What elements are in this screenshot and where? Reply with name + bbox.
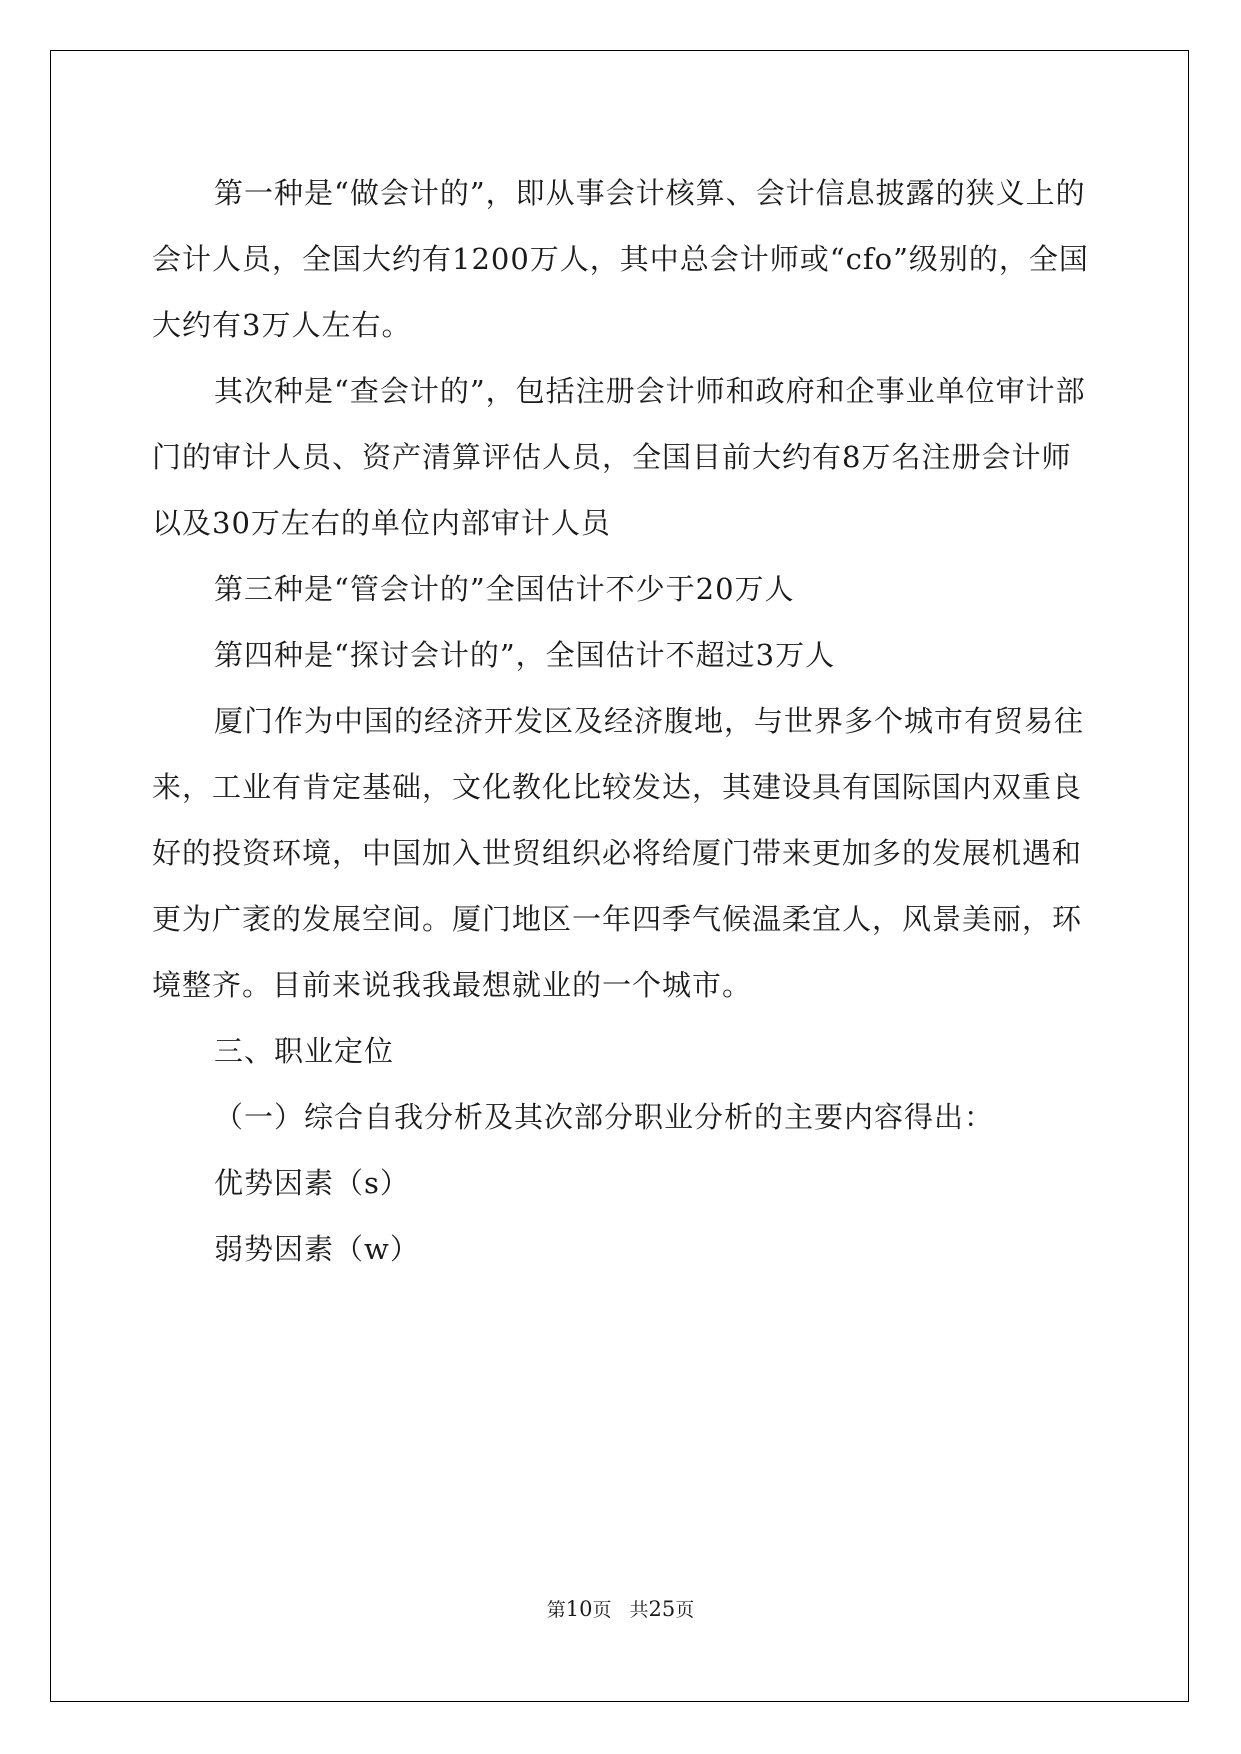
total-suffix: 页 [675, 1599, 695, 1621]
paragraph-3: 第三种是“管会计的”全国估计不少于20万人 [214, 572, 795, 606]
section-heading: 三、职业定位 [214, 1034, 395, 1068]
total-page-number: 25 [648, 1597, 676, 1621]
current-page-number: 10 [565, 1597, 593, 1621]
strengths-item: 优势因素（s） [214, 1166, 410, 1200]
paragraph-2: 其次种是“查会计的”，包括注册会计师和政府和企事业单位审计部门的审计人员、资产清算评估人员，全国目前大约有8万名注册会计师以及30万左右的单位内部审计人员 [152, 374, 1086, 540]
document-body [152, 160, 1092, 1282]
total-prefix: 共 [629, 1599, 649, 1621]
paragraph-1: 第一种是“做会计的”，即从事会计核算、会计信息披露的狭义上的会计人员，全国大约有1200万人，其中总会计师或“cfo”级别的，全国大约有3万人左右。 [152, 176, 1089, 342]
page-footer [0, 1595, 1241, 1622]
subsection-heading: （一）综合自我分析及其次部分职业分析的主要内容得出： [214, 1100, 995, 1134]
paragraph-4: 第四种是“探讨会计的”，全国估计不超过3万人 [214, 638, 836, 672]
weaknesses-item: 弱势因素（w） [214, 1232, 420, 1266]
page-prefix: 第 [546, 1599, 566, 1621]
page-suffix: 页 [592, 1599, 612, 1621]
paragraph-5: 厦门作为中国的经济开发区及经济腹地，与世界多个城市有贸易往来，工业有肯定基础，文化教化比较发达，其建设具有国际国内双重良好的投资环境，中国加入世贸组织必将给厦门带来更加多的发展机遇和更为广袤的发展空间。厦门地区一年四季气候温柔宜人，风景美丽，环境整齐。目前来说我我最想就业的一个城市。 [152, 704, 1085, 1002]
